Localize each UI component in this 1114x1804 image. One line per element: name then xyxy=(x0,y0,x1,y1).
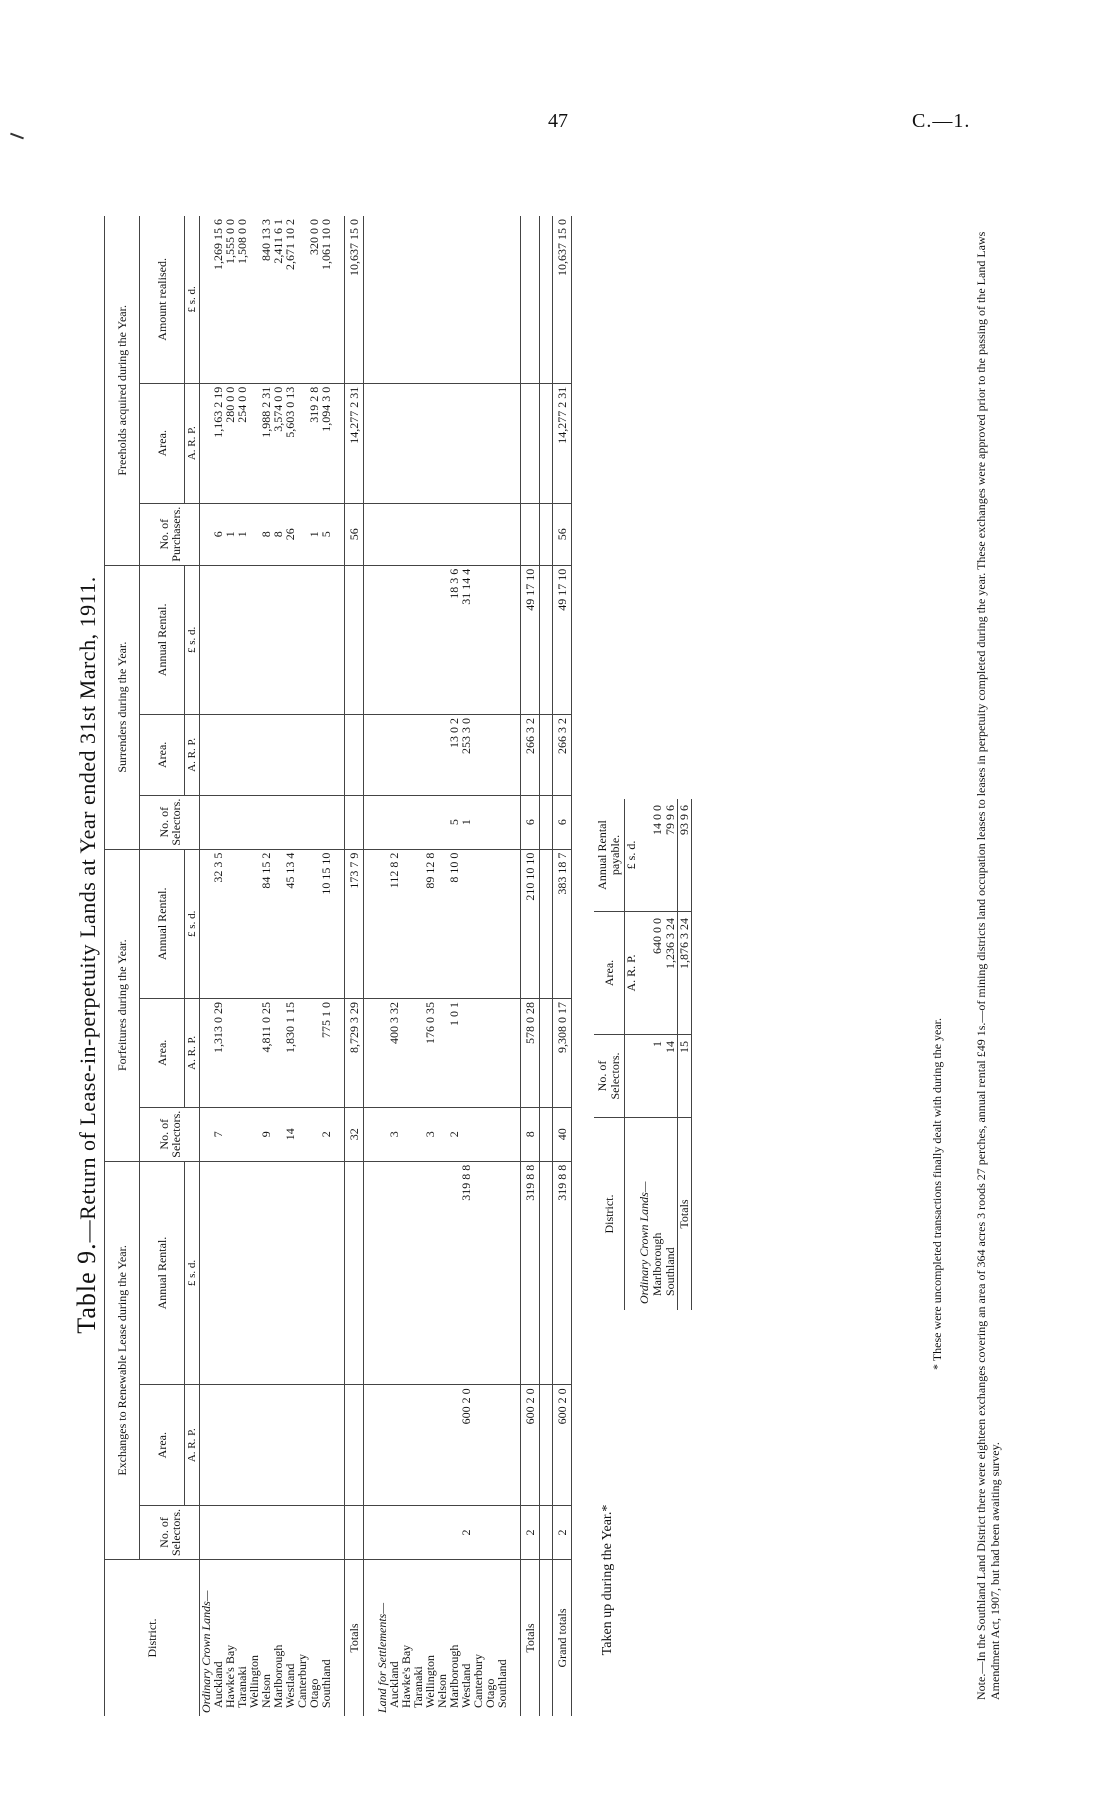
section-row xyxy=(200,216,213,1716)
grand-totals-row: Grand totals 2 600 2 0 319 8 8 40 9,308 0 17 383 18 7 6 266 3 2 49 17 10 56 14,277 2 31 10,637 15 0 xyxy=(553,216,572,1716)
footnote: * These were uncompleted transactions finally dealt with during the year. xyxy=(930,1017,944,1370)
tu-col-area: Area. xyxy=(594,912,625,1035)
table-row: Nelson xyxy=(436,216,448,1716)
table-row: Auckland 7 1,313 0 29 32 3 5 6 1,163 2 19 1,269 15 6 xyxy=(212,216,224,1716)
margin-mark xyxy=(10,133,24,140)
table-row: Westland 2 600 2 0 319 8 8 1 253 3 0 31 14 4 xyxy=(460,216,472,1716)
table-row: Marlborough 2 1 0 1 8 10 0 5 13 0 2 18 3 6 xyxy=(448,216,460,1716)
col-rental: Annual Rental. xyxy=(140,1161,185,1385)
table-title-text: —Return of Lease-in-perpetuity Lands at Year ended 31st March, 1911. xyxy=(75,576,100,1243)
table-row: Nelson 9 4,811 0 25 84 15 2 8 1,988 2 31 840 13 3 xyxy=(260,216,272,1716)
table-row: Hawke's Bay 1 280 0 0 1,555 0 0 xyxy=(224,216,236,1716)
table-row: Canterbury xyxy=(472,216,484,1716)
group-freeholds: Freeholds acquired during the Year. xyxy=(105,216,140,565)
col-selectors: No. of Selectors. xyxy=(140,1506,200,1560)
tu-col-selectors: No. of Selectors. xyxy=(594,1035,625,1118)
unit-money: £ s. d. xyxy=(185,565,200,714)
unit-area: A. R. P. xyxy=(185,715,200,796)
table-body xyxy=(200,216,572,1716)
table-row: Hawke's Bay xyxy=(400,216,412,1716)
rotated-page xyxy=(70,180,1050,1730)
table-row: Taranaki 1 254 0 0 1,508 0 0 xyxy=(236,216,248,1716)
unit-area: A. R. P. xyxy=(185,383,200,503)
table-row: Southland 14 1,236 3 24 79 9 6 xyxy=(664,799,678,1310)
unit-money: £ s. d. xyxy=(185,216,200,383)
lease-return-table xyxy=(104,216,572,1716)
table-row: Southland xyxy=(496,216,508,1716)
totals-row: Totals 2 600 2 0 319 8 8 8 578 0 28 210 10 10 6 266 3 2 49 17 10 xyxy=(521,216,540,1716)
unit-money: £ s. d. xyxy=(185,1161,200,1385)
table-row: Marlborough 8 3,574 0 0 2,411 6 1 xyxy=(272,216,284,1716)
taken-up-block xyxy=(594,180,692,1730)
col-area: Area. xyxy=(140,383,185,503)
parliamentary-paper-code: C.—1. xyxy=(912,110,971,132)
table-row: Westland 14 1,830 1 15 45 13 4 26 5,603 0 13 2,671 10 2 xyxy=(284,216,296,1716)
table-row: Marlborough 1 640 0 0 14 0 0 xyxy=(651,799,664,1310)
totals-row: Totals 32 8,729 3 29 173 7 9 56 14,277 2 31 10,637 15 0 xyxy=(345,216,364,1716)
col-purchasers: No. of Purchasers. xyxy=(140,503,200,565)
tu-section-label: Ordinary Crown Lands— xyxy=(637,1181,651,1304)
unit-area: A. R. P. xyxy=(185,1385,200,1506)
tu-col-rental: Annual Rental payable. xyxy=(594,799,625,912)
tu-unit-area: A. R. P. xyxy=(625,912,639,1035)
group-surrenders: Surrenders during the Year. xyxy=(105,565,140,849)
section-row xyxy=(376,216,388,1716)
tu-col-district: District. xyxy=(594,1118,625,1311)
table-row: Otago xyxy=(484,216,496,1716)
col-rental: Annual Rental. xyxy=(140,849,185,998)
table-row: Southland 2 775 1 0 10 15 10 5 1,094 3 0 1,061 10 0 xyxy=(320,216,332,1716)
tu-unit-money: £ s. d. xyxy=(625,799,639,912)
col-area: Area. xyxy=(140,1385,185,1506)
section-label: Ordinary Crown Lands— xyxy=(199,1590,213,1713)
note-paragraph: Note.—In the Southland Land District there were eighteen exchanges covering an area of 364 acres 3 roods 27 perches, annual rental £49 1s.—of mining districts land occupation leases to leases in perpetuity completed during the year. These exchanges were approved prior to the passing of the Land Laws Amendment Act, 1907, but had been awaiting survey. xyxy=(974,231,1002,1700)
table-number: Table 9. xyxy=(72,1242,101,1334)
table-row: Taranaki xyxy=(412,216,424,1716)
group-forfeitures: Forfeitures during the Year. xyxy=(105,849,140,1161)
unit-area: A. R. P. xyxy=(185,998,200,1107)
table-row: Wellington 3 176 0 35 89 12 8 xyxy=(424,216,436,1716)
col-district: District. xyxy=(105,1560,200,1717)
table-row: Wellington xyxy=(248,216,260,1716)
table-title xyxy=(70,180,104,1730)
col-selectors: No. of Selectors. xyxy=(140,1107,200,1161)
table-row: Auckland 3 400 3 32 112 8 2 xyxy=(388,216,400,1716)
group-exchanges: Exchanges to Renewable Lease during the Year. xyxy=(105,1161,140,1559)
unit-money: £ s. d. xyxy=(185,849,200,998)
col-area: Area. xyxy=(140,715,185,796)
totals-row: Totals 15 1,876 3 24 93 9 6 xyxy=(678,799,692,1310)
col-amount: Amount realised. xyxy=(140,216,185,383)
page-number: 47 xyxy=(548,110,568,132)
notes-block xyxy=(930,180,1002,1730)
table-row: Otago 1 319 2 8 320 0 0 xyxy=(308,216,320,1716)
table-row: Canterbury xyxy=(296,216,308,1716)
col-selectors: No. of Selectors. xyxy=(140,795,200,849)
taken-up-caption: Taken up during the Year.* xyxy=(600,1504,615,1656)
col-area: Area. xyxy=(140,998,185,1107)
taken-up-table xyxy=(594,799,692,1310)
section-label: Land for Settlements— xyxy=(375,1603,389,1713)
col-rental: Annual Rental. xyxy=(140,565,185,714)
